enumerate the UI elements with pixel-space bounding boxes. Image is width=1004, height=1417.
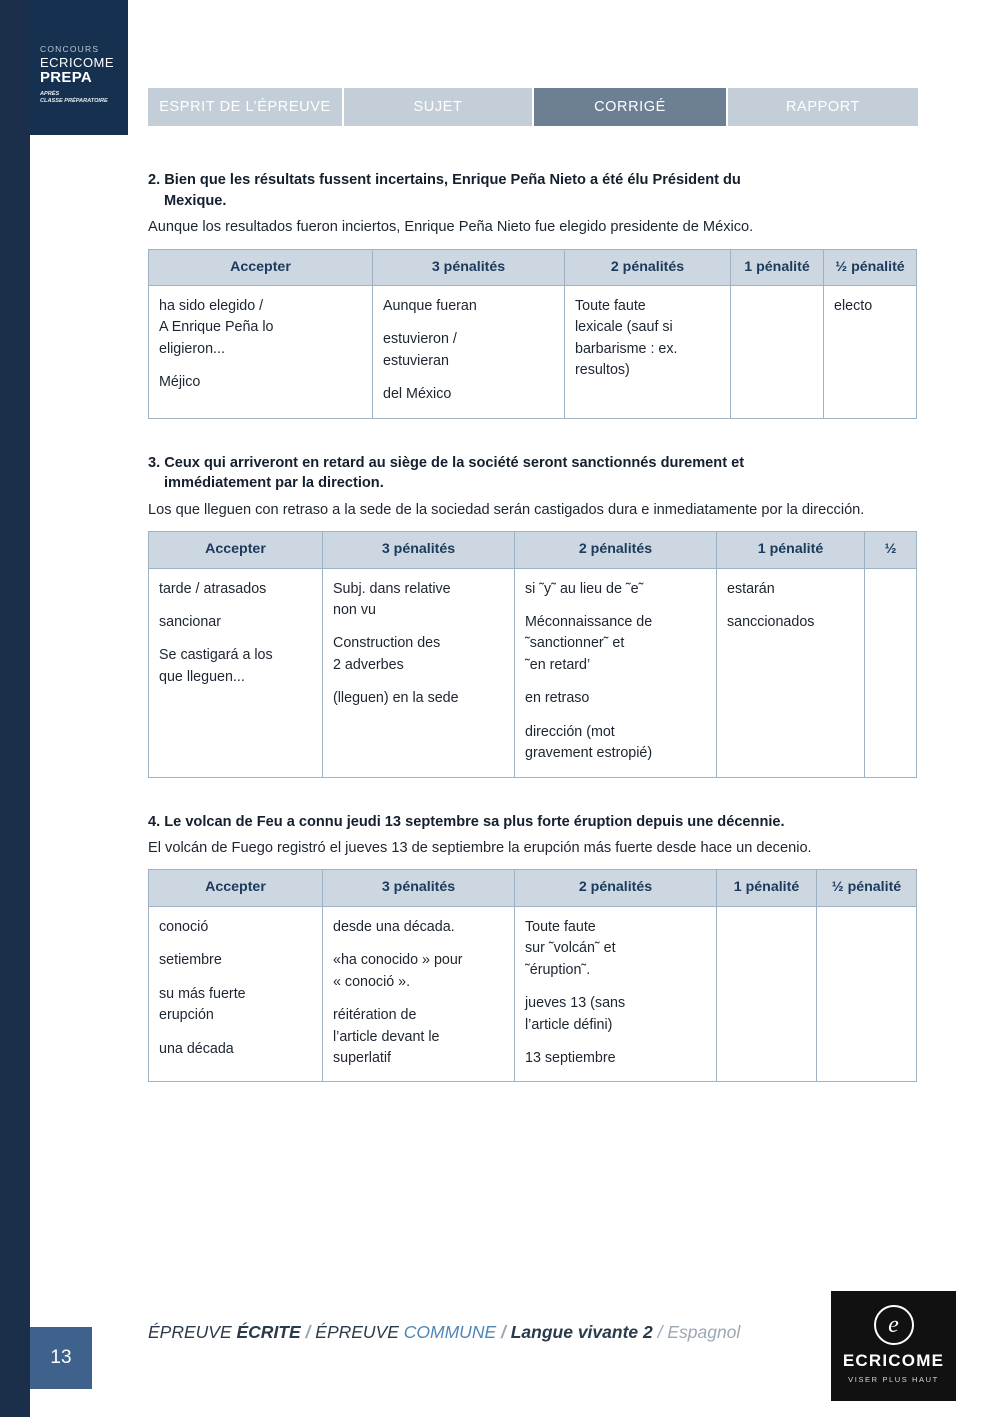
col-half-penalite: ½ pénalité	[817, 870, 917, 906]
question-3-title-line2: immédiatement par la direction.	[164, 475, 384, 492]
cell-text: «ha conocido » pour « conoció ».	[333, 952, 463, 990]
cell-2-penalites	[515, 906, 717, 1082]
question-2-translation: Aunque los resultados fueron inciertos, Enrique Peña Nieto fue elegido presidente de México.	[148, 219, 754, 236]
ecricome-footer-badge	[831, 1291, 956, 1401]
cell-text: sanccionados	[727, 613, 815, 630]
document-body	[148, 170, 916, 1116]
question-3-number: 3.	[148, 454, 161, 471]
col-half-penalite: ½ pénalité	[824, 249, 917, 285]
logo-line-subtitle: APRÈS CLASSE PRÉPARATOIRE	[40, 91, 108, 105]
section-tabs	[148, 88, 916, 126]
table-header-row	[149, 532, 917, 568]
table-row	[149, 568, 917, 777]
cell-half-penalite	[865, 568, 917, 777]
cell-text: ha sido elegido / A Enrique Peña lo eligieron...	[159, 297, 274, 357]
cell-half-penalite	[817, 906, 917, 1082]
cell-text: electo	[834, 297, 873, 314]
footer-part-commune: COMMUNE	[403, 1322, 497, 1342]
question-2-title	[148, 170, 916, 211]
col-1-penalite: 1 pénalité	[717, 532, 865, 568]
question-2-title-line1: Bien que les résultats fussent incertains, Enrique Peña Nieto a été élu Président du	[164, 172, 741, 188]
table-header-row	[149, 870, 917, 906]
cell-text: Toute faute sur ˜volcán˜ et ˜éruption˜.	[525, 918, 616, 978]
footer-breadcrumb	[148, 1322, 740, 1343]
cell-text: Méconnaissance de ˜sanctionner˜ et ˜en retard’	[525, 613, 653, 673]
table-row	[149, 285, 917, 418]
cell-text: Méjico	[159, 374, 201, 391]
cell-text: su más fuerte erupción	[159, 985, 246, 1024]
tab-sujet[interactable]: SUJET	[344, 88, 532, 126]
col-3-penalites: 3 pénalités	[373, 249, 565, 285]
ecricome-badge-name: ECRICOME	[842, 1351, 945, 1370]
footer-separator: /	[652, 1322, 668, 1342]
cell-text: jueves 13 (sans l’article défini)	[525, 995, 626, 1033]
cell-3-penalites	[373, 285, 565, 418]
tab-corrige[interactable]: CORRIGÉ	[534, 88, 726, 126]
cell-text: Aunque fueran	[383, 297, 477, 314]
footer-part-espagnol: Espagnol	[667, 1322, 741, 1342]
cell-text: 13 septiembre	[525, 1049, 616, 1066]
ecricome-logo	[30, 0, 128, 135]
ecricome-badge-tagline: VISER PLUS HAUT	[848, 1375, 939, 1384]
cell-1-penalite	[731, 285, 824, 418]
cell-2-penalites	[565, 285, 731, 418]
cell-text: estarán	[727, 580, 775, 597]
logo-line-prepa: PREPA	[40, 69, 93, 86]
col-2-penalites: 2 pénalités	[515, 532, 717, 568]
col-half-penalite: ½	[865, 532, 917, 568]
footer-part-ecrite: ÉCRITE	[236, 1322, 301, 1342]
cell-text: conoció	[159, 918, 209, 935]
col-1-penalite: 1 pénalité	[731, 249, 824, 285]
cell-text: (lleguen) en la sede	[333, 690, 459, 707]
cell-text: en retraso	[525, 690, 590, 707]
page-number-badge: 13	[30, 1327, 92, 1389]
col-accepter: Accepter	[149, 870, 323, 906]
cell-accepter	[149, 568, 323, 777]
col-3-penalites: 3 pénalités	[323, 870, 515, 906]
cell-accepter	[149, 906, 323, 1082]
cell-text: setiembre	[159, 952, 222, 969]
tab-rapport[interactable]: RAPPORT	[728, 88, 918, 126]
question-4-title	[148, 812, 916, 833]
cell-text: Construction des 2 adverbes	[333, 635, 441, 673]
cell-text: una década	[159, 1040, 234, 1057]
cell-text: réitération de l’article devant le superlatif	[333, 1007, 440, 1066]
cell-3-penalites	[323, 906, 515, 1082]
cell-text: desde una década.	[333, 918, 455, 935]
footer-part-epreuve: ÉPREUVE	[148, 1322, 237, 1342]
cell-text: si ˜y˜ au lieu de ˜e˜	[525, 580, 644, 597]
question-4-translation: El volcán de Fuego registró el jueves 13 de septiembre la erupción más fuerte desde hace un decenio.	[148, 840, 812, 857]
cell-half-penalite	[824, 285, 917, 418]
left-decorative-band	[0, 0, 30, 1417]
footer-part-epreuve-2: ÉPREUVE	[315, 1322, 404, 1342]
cell-text: Subj. dans relative non vu	[333, 580, 451, 618]
question-2-title-line2: Mexique.	[164, 192, 227, 209]
logo-line-concours: CONCOURS	[40, 44, 100, 54]
footer-separator: /	[496, 1322, 511, 1342]
col-accepter: Accepter	[149, 532, 323, 568]
question-3-title-line1: Ceux qui arriveront en retard au siège de la société seront sanctionnés durement et	[164, 454, 745, 471]
cell-text: tarde / atrasados	[159, 580, 267, 597]
cell-text: estuvieron / estuvieran	[383, 331, 457, 369]
question-4-table	[148, 869, 917, 1082]
footer-separator: /	[300, 1322, 316, 1342]
cell-1-penalite	[717, 906, 817, 1082]
cell-text: Se castigará a los que lleguen...	[159, 647, 273, 685]
question-4-title-line1: Le volcan de Feu a connu jeudi 13 septembre sa plus forte éruption depuis une décennie.	[164, 813, 785, 830]
footer-part-langue-vivante: Langue vivante 2	[510, 1322, 653, 1342]
question-2-table	[148, 249, 917, 419]
question-3-table	[148, 531, 917, 777]
ecricome-e-icon: e	[874, 1305, 914, 1345]
question-3-title	[148, 453, 916, 494]
cell-accepter	[149, 285, 373, 418]
cell-1-penalite	[717, 568, 865, 777]
cell-2-penalites	[515, 568, 717, 777]
logo-line-ecricome: ECRICOME	[40, 55, 115, 70]
col-2-penalites: 2 pénalités	[565, 249, 731, 285]
cell-text: sancionar	[159, 613, 221, 630]
question-2-number: 2.	[148, 172, 161, 188]
question-4-number: 4.	[148, 813, 161, 830]
cell-text: dirección (mot gravement estropié)	[525, 723, 653, 762]
col-3-penalites: 3 pénalités	[323, 532, 515, 568]
table-header-row	[149, 249, 917, 285]
col-2-penalites: 2 pénalités	[515, 870, 717, 906]
col-1-penalite: 1 pénalité	[717, 870, 817, 906]
cell-3-penalites	[323, 568, 515, 777]
question-3-translation: Los que lleguen con retraso a la sede de la sociedad serán castigados dura e inmediatamente por la dirección.	[148, 502, 865, 519]
cell-text: Toute faute lexicale (sauf si barbarisme : ex. resultos)	[575, 297, 678, 379]
tab-esprit-de-lepreuve[interactable]: ESPRIT DE L’ÉPREUVE	[148, 88, 342, 126]
cell-text: del México	[383, 386, 452, 403]
col-accepter: Accepter	[149, 249, 373, 285]
table-row	[149, 906, 917, 1082]
